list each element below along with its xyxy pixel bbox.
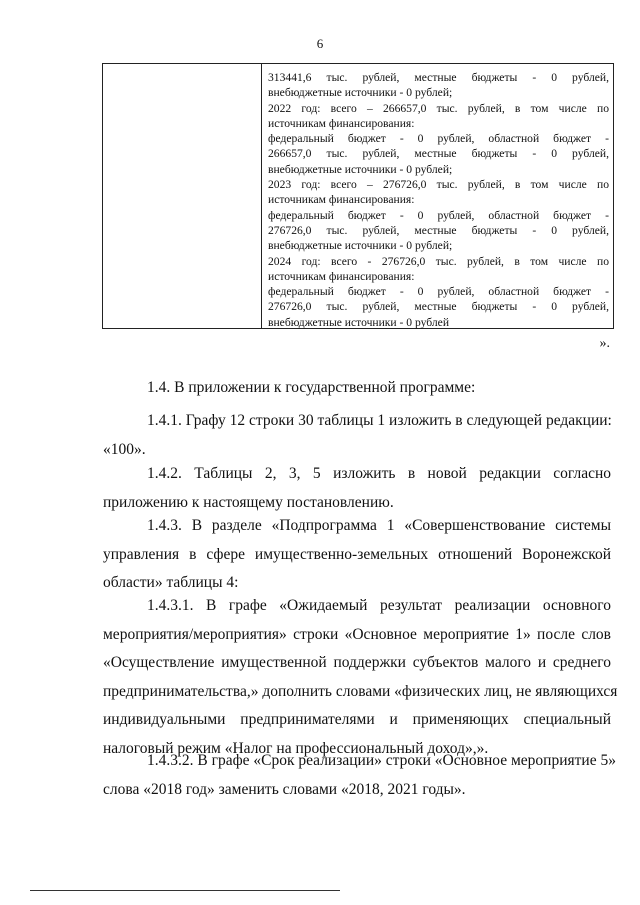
- footer-divider: [30, 890, 340, 891]
- paragraph-1-4-3-1: [103, 592, 618, 763]
- table-right-cell: [262, 64, 613, 328]
- paragraph-1-4-3: [103, 512, 611, 598]
- paragraph-line: индивидуальными предпринимателями и применяющих специальный: [103, 711, 611, 728]
- paragraph-line: 1.4.3. В разделе «Подпрограмма 1 «Совершенствование системы: [147, 517, 611, 534]
- table-line: внебюджетные источники - 0 рублей;: [268, 86, 453, 100]
- paragraph-line: мероприятия/мероприятия» строки «Основное мероприятие 1» после слов: [103, 625, 611, 643]
- table-line: 2022 год: всего – 266657,0 тыс. рублей, в том числе по: [268, 101, 609, 115]
- paragraph-line: слова «2018 год» заменить словами «2018, 2021 годы».: [103, 780, 466, 798]
- paragraph-line: области» таблицы 4:: [103, 574, 239, 591]
- table-line: 313441,6 тыс. рублей, местные бюджеты - 0 рублей,: [268, 71, 609, 84]
- paragraph-line: «100».: [103, 440, 146, 458]
- paragraph-line: предпринимательства,» дополнить словами «физических лиц, не являющихся: [103, 682, 618, 700]
- table-line: 276726,0 тыс. рублей, местные бюджеты - 0 рублей,: [268, 223, 609, 237]
- closing-quote: ».: [599, 336, 610, 351]
- paragraph-line: 1.4.2. Таблицы 2, 3, 5 изложить в новой редакции согласно: [147, 465, 611, 482]
- table-line: федеральный бюджет - 0 рублей, областной бюджет -: [268, 285, 609, 299]
- paragraph-line: управления в сфере имущественно-земельных отношений Воронежской: [103, 545, 611, 563]
- table-line: 276726,0 тыс. рублей, местные бюджеты - 0 рублей,: [268, 300, 609, 314]
- page-number: 6: [316, 36, 324, 51]
- paragraph-line: 1.4. В приложении к государственной программе:: [147, 379, 476, 396]
- table-line: 2024 год: всего - 276726,0 тыс. рублей, в том числе по: [268, 254, 609, 268]
- table-line: источникам финансирования:: [268, 269, 415, 283]
- paragraph-line: налоговый режим «Налог на профессиональный доход»,».: [103, 739, 489, 757]
- paragraph-1-4: [103, 374, 611, 403]
- paragraph-line: приложению к настоящему постановлению.: [103, 493, 394, 511]
- table-line: 2023 год: всего – 276726,0 тыс. рублей, в том числе по: [268, 178, 609, 192]
- paragraph-line: 1.4.3.1. В графе «Ожидаемый результат реализации основного: [147, 597, 611, 614]
- paragraph-1-4-2: [103, 460, 611, 517]
- paragraph-1-4-1: [103, 407, 611, 464]
- paragraph-line: «Осуществление имущественной поддержки субъектов малого и среднего: [103, 654, 611, 671]
- paragraph-1-4-3-2: [103, 747, 616, 804]
- paragraph-line: 1.4.3.2. В графе «Срок реализации» строки «Основное мероприятие 5»: [147, 752, 616, 769]
- table-line: федеральный бюджет - 0 рублей, областной бюджет -: [268, 132, 609, 146]
- table-line: внебюджетные источники - 0 рублей: [268, 315, 450, 329]
- table-line: 266657,0 тыс. рублей, местные бюджеты - 0 рублей,: [268, 147, 609, 161]
- table-line: внебюджетные источники - 0 рублей;: [268, 239, 453, 253]
- table-line: внебюджетные источники - 0 рублей;: [268, 162, 453, 176]
- table-line: источникам финансирования:: [268, 193, 415, 207]
- table-line: федеральный бюджет - 0 рублей, областной бюджет -: [268, 208, 609, 222]
- financing-table: [102, 63, 614, 329]
- paragraph-line: 1.4.1. Графу 12 строки 30 таблицы 1 изложить в следующей редакции:: [147, 412, 612, 429]
- table-line: источникам финансирования:: [268, 116, 415, 130]
- table-left-cell: [103, 64, 262, 328]
